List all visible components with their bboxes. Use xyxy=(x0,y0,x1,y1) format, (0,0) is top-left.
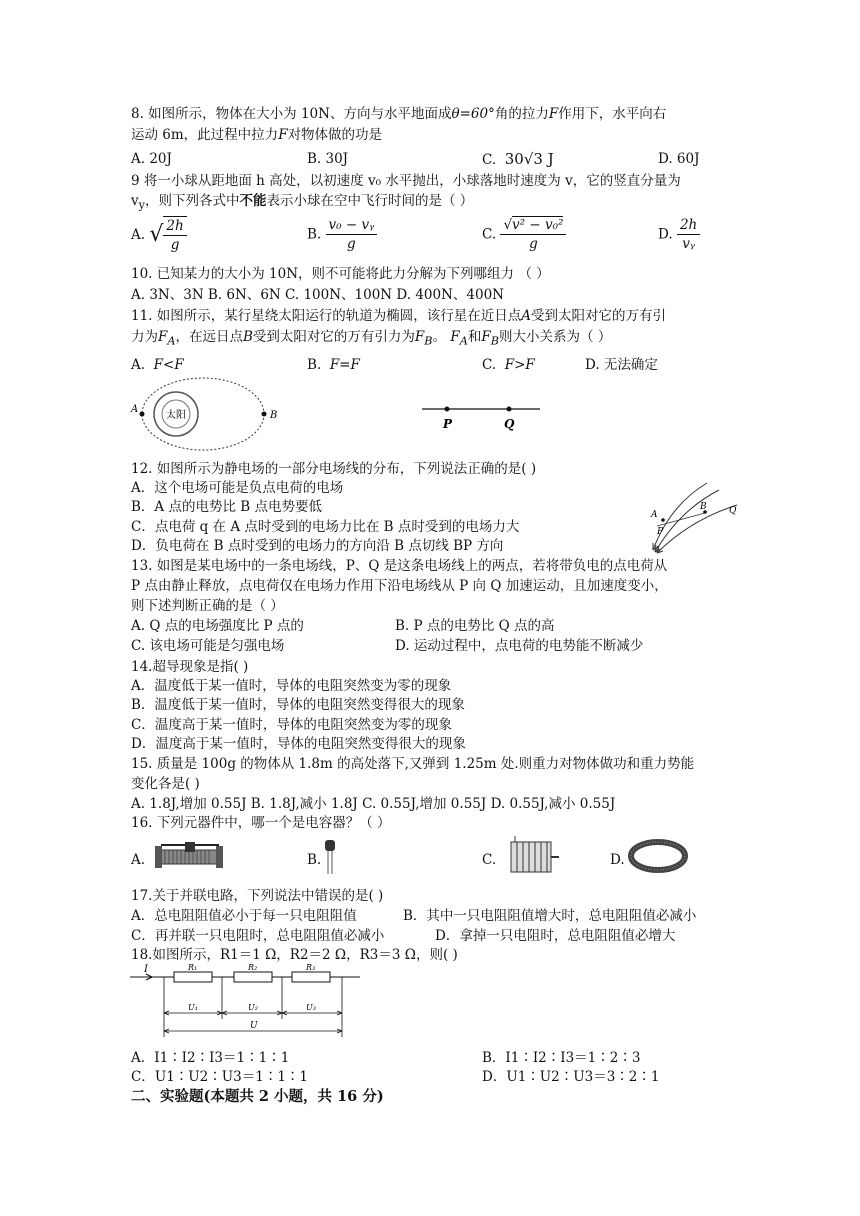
resistor-r3 xyxy=(292,972,330,982)
q14-option-c[interactable]: C．温度高于某一值时，导体的电阻突然变为零的现象 xyxy=(131,717,452,733)
label-u1: U₁ xyxy=(188,1003,198,1012)
q14-option-d[interactable]: D．温度高于某一值时，导体的电阻突然变得很大的现象 xyxy=(131,736,466,752)
label-a: A xyxy=(131,404,139,415)
q11-option-b[interactable]: B. F=F xyxy=(307,357,360,373)
q8-stem-line1: 8. 如图所示，物体在大小为 10N、方向与水平地面成θ=60°角的拉力F作用下，水平向右 xyxy=(131,106,667,122)
field-line-1 xyxy=(653,483,707,550)
q14-option-a[interactable]: A．温度低于某一值时，导体的电阻突然变为零的现象 xyxy=(131,678,452,694)
point-b xyxy=(262,412,267,417)
q9-stem-line2: $v_y$，则下列各式中不能表示小球在空中飞行时间的是（ ） xyxy=(131,193,474,212)
q11-stem-line1: 11. 如图所示，某行星绕太阳运行的轨道为椭圆，该行星在近日点A受到太阳对它的万有引 xyxy=(131,308,667,324)
rheostat-image[interactable] xyxy=(155,840,225,872)
point-p xyxy=(445,407,450,412)
q11-option-d[interactable]: D. 无法确定 xyxy=(585,357,658,373)
q11-option-a[interactable]: A. F<F xyxy=(131,357,184,373)
q9-d-fraction: $\frac{2h}{\text{vᵧ}}$ xyxy=(677,216,700,253)
q9-option-a[interactable]: A. √ $\frac{2h}{g}$ xyxy=(131,216,187,254)
q17-option-b[interactable]: B．其中一只电阻阻值增大时，总电阻阻值必减小 xyxy=(403,908,697,924)
q13-stem-line2: P 点由静止释放，点电荷仅在电场力作用下沿电场线从 P 向 Q 加速运动，且加速度变小， xyxy=(131,578,668,594)
q12-option-d[interactable]: D．负电荷在 B 点时受到的电场力的方向沿 B 点切线 BP 方向 xyxy=(131,538,504,554)
q9-a-fraction: $\frac{2h}{g}$ xyxy=(163,216,186,254)
q8-option-d[interactable]: D. 60J xyxy=(658,151,700,167)
q15-stem-line2: 变化各是( ) xyxy=(131,776,200,792)
q13-option-c[interactable]: C. 该电场可能是匀强电场 xyxy=(131,638,285,654)
resistor-r2 xyxy=(234,972,272,982)
q8-option-a[interactable]: A. 20J xyxy=(131,151,172,167)
q9-stem-line1: 9 将一小球从距地面 h 高处，以初速度 v₀ 水平抛出，小球落地时速度为 v，它的竖直分量为 xyxy=(131,173,681,189)
label-q: Q xyxy=(729,506,737,516)
label-q: Q xyxy=(504,417,515,431)
q18-stem: 18.如图所示，R1＝1 Ω，R2＝2 Ω，R3＝3 Ω，则( ) xyxy=(131,947,458,963)
q12-option-c[interactable]: C．点电荷 q 在 A 点时受到的电场力比在 B 点时受到的电场力大 xyxy=(131,519,520,535)
orbit-figure xyxy=(128,374,278,454)
resistor-r1 xyxy=(174,972,212,982)
q13-stem-line3: 则下述判断正确的是（ ） xyxy=(131,598,284,614)
q8-angle: θ=60° xyxy=(451,106,495,122)
label-u: U xyxy=(250,1021,258,1031)
sun-label: 太阳 xyxy=(166,410,186,421)
q18-option-c[interactable]: C．U1∶U2∶U3＝1∶1∶1 xyxy=(131,1069,308,1085)
q16-option-b-label[interactable]: B. xyxy=(307,852,322,868)
q18-option-d[interactable]: D．U1∶U2∶U3＝3∶2∶1 xyxy=(482,1069,660,1085)
q18-option-a[interactable]: A．I1∶I2∶I3＝1∶1∶1 xyxy=(131,1050,290,1066)
capacitor-body xyxy=(325,840,335,851)
q16-option-c-label[interactable]: C. xyxy=(482,852,497,868)
q10-options[interactable]: A. 3N、3N B. 6N、6N C. 100N、100N D. 400N、400N xyxy=(131,287,504,303)
q13-option-d[interactable]: D. 运动过程中，点电荷的电势能不断减少 xyxy=(395,638,644,654)
q8-stem-line2: 运动 6m，此过程中拉力F对物体做的功是 xyxy=(131,127,383,143)
label-p: P xyxy=(657,527,664,537)
q9-c-fraction: $\frac{\text{√v² − v₀²}}{g}$ xyxy=(500,216,566,253)
label-p: P xyxy=(443,417,453,431)
q13-stem-line1: 13. 如图是某电场中的一条电场线，P、Q 是这条电场线上的两点，若将带负电的点电荷从 xyxy=(131,558,668,574)
capacitor-image[interactable] xyxy=(320,838,340,876)
q9-option-c[interactable]: C. $\frac{\text{√v² − v₀²}}{g}$ xyxy=(482,216,566,253)
q17-option-c[interactable]: C．再并联一只电阻时，总电阻阻值必减小 xyxy=(131,928,385,944)
q9-option-b[interactable]: B. $\frac{\text{v₀ − vᵧ}}{g}$ xyxy=(307,216,377,253)
q9-option-d[interactable]: D. $\frac{2h}{\text{vᵧ}}$ xyxy=(658,216,700,253)
field-line-2 xyxy=(655,490,719,552)
field-line-3 xyxy=(657,505,737,553)
q13-option-a[interactable]: A. Q 点的电场强度比 P 点的 xyxy=(131,618,304,634)
q13-option-b[interactable]: B. P 点的电势比 Q 点的高 xyxy=(395,618,555,634)
label-r3: R₃ xyxy=(306,963,316,972)
label-i: I xyxy=(144,964,148,975)
q18-option-b[interactable]: B．I1∶I2∶I3＝1∶2∶3 xyxy=(482,1050,641,1066)
orbit-ellipse xyxy=(142,378,264,450)
inductor-coil-image[interactable] xyxy=(628,838,688,874)
q15-stem-line1: 15. 质量是 100g 的物体从 1.8m 的高处落下,又弹到 1.25m 处.则重力对物体做功和重力势能 xyxy=(131,756,695,772)
q17-option-d[interactable]: D．拿掉一只电阻时，总电阻阻值必增大 xyxy=(435,928,676,944)
rheostat-slider xyxy=(185,842,195,852)
section-heading: 二、实验题(本题共 2 小题，共 16 分) xyxy=(131,1088,384,1105)
coil-ring xyxy=(631,842,685,870)
q17-option-a[interactable]: A．总电阻阻值必小于每一只电阻阻值 xyxy=(131,908,357,924)
q16-stem: 16. 下列元器件中，哪一个是电容器？（ ） xyxy=(131,815,391,831)
q17-stem: 17.关于并联电路，下列说法中错误的是( ) xyxy=(131,888,384,904)
q15-options[interactable]: A. 1.8J,增加 0.55J B. 1.8J,减小 1.8J C. 0.55J,增加 0.55J D. 0.55J,减小 0.55J xyxy=(131,796,616,812)
q12-option-a[interactable]: A．这个电场可能是负点电荷的电场 xyxy=(131,480,344,496)
label-u2: U₂ xyxy=(248,1003,258,1012)
point-q xyxy=(507,407,512,412)
q10-stem: 10. 已知某力的大小为 10N，则不可能将此力分解为下列哪组力 （ ） xyxy=(131,266,550,282)
q11-option-c[interactable]: C. F>F xyxy=(482,357,535,373)
label-b: B xyxy=(700,502,707,512)
series-circuit-figure xyxy=(130,963,370,1041)
label-r1: R₁ xyxy=(188,963,198,972)
label-u3: U₃ xyxy=(306,1003,316,1012)
q9-b-fraction: $\frac{\text{v₀ − vᵧ}}{g}$ xyxy=(326,216,378,253)
field-lines-figure xyxy=(645,480,745,554)
point-a xyxy=(140,412,145,417)
variable-capacitor-image[interactable] xyxy=(505,834,560,878)
q14-option-b[interactable]: B．温度低于某一值时，导体的电阻突然变得很大的现象 xyxy=(131,697,465,713)
label-b: B xyxy=(270,410,278,421)
q8-option-c[interactable]: C. 30√3 J xyxy=(482,150,554,168)
label-a: A xyxy=(651,510,658,520)
q11-stem-line2: 力为$F_A$，在远日点B受到太阳对它的万有引力为$F_B$。 $F_A$和$F_B$则大小关系为（ ） xyxy=(131,329,612,348)
q12-option-b[interactable]: B．A 点的电势比 B 点电势要低 xyxy=(131,499,322,515)
q8-option-b[interactable]: B. 30J xyxy=(307,151,349,167)
q14-stem: 14.超导现象是指( ) xyxy=(131,659,249,675)
label-r2: R₂ xyxy=(248,963,258,972)
q16-option-d-label[interactable]: D. xyxy=(610,852,625,868)
point-a xyxy=(661,518,665,522)
pq-line-figure xyxy=(420,400,545,434)
q16-option-a-label[interactable]: A. xyxy=(131,852,146,868)
q12-stem: 12. 如图所示为静电场的一部分电场线的分布，下列说法正确的是( ) xyxy=(131,461,537,477)
